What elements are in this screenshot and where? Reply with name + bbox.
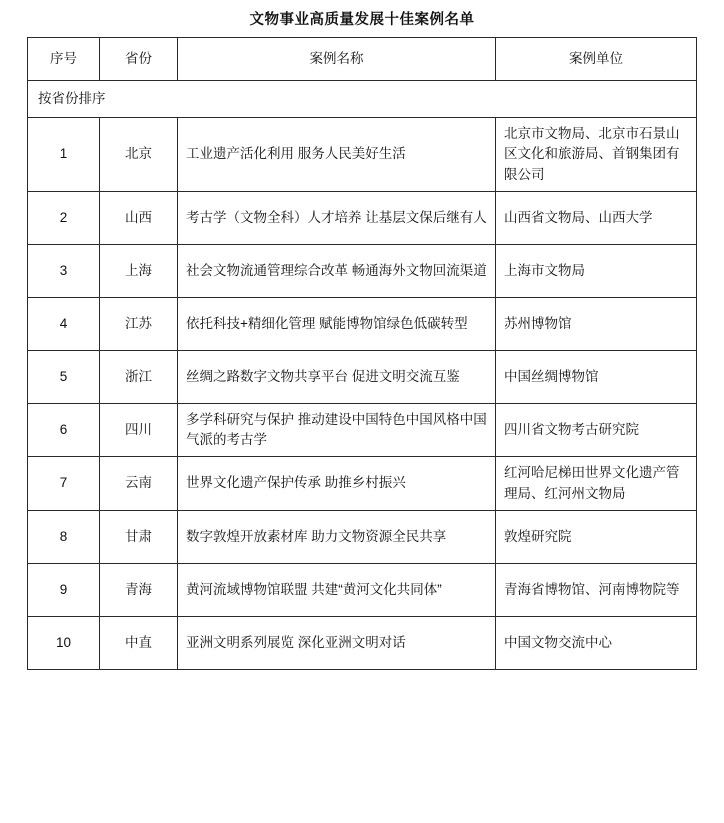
cell-case-unit: 青海省博物馆、河南博物院等	[496, 563, 697, 616]
cell-no: 2	[28, 191, 100, 244]
cell-case-name: 考古学（文物全科）人才培养 让基层文保后继有人	[178, 191, 496, 244]
cell-case-name: 社会文物流通管理综合改革 畅通海外文物回流渠道	[178, 244, 496, 297]
table-row	[28, 350, 697, 403]
cell-case-name: 多学科研究与保护 推动建设中国特色中国风格中国气派的考古学	[178, 403, 496, 457]
table-body	[28, 81, 697, 670]
cell-province: 江苏	[100, 297, 178, 350]
table-row	[28, 244, 697, 297]
cell-no: 5	[28, 350, 100, 403]
cell-province: 中直	[100, 616, 178, 669]
cell-province: 山西	[100, 191, 178, 244]
cell-no: 6	[28, 403, 100, 457]
cell-case-name: 亚洲文明系列展览 深化亚洲文明对话	[178, 616, 496, 669]
column-header-case-name: 案例名称	[178, 38, 496, 81]
cell-no: 8	[28, 510, 100, 563]
cell-province: 青海	[100, 563, 178, 616]
cell-province: 四川	[100, 403, 178, 457]
cell-no: 1	[28, 118, 100, 192]
cell-case-name: 数字敦煌开放素材库 助力文物资源全民共享	[178, 510, 496, 563]
table-row	[28, 616, 697, 669]
cell-no: 4	[28, 297, 100, 350]
column-header-province: 省份	[100, 38, 178, 81]
cell-province: 云南	[100, 457, 178, 511]
cell-no: 10	[28, 616, 100, 669]
cell-case-unit: 北京市文物局、北京市石景山区文化和旅游局、首钢集团有限公司	[496, 118, 697, 192]
table-row	[28, 118, 697, 192]
group-label: 按省份排序	[28, 81, 697, 118]
table-row	[28, 297, 697, 350]
cell-case-unit: 四川省文物考古研究院	[496, 403, 697, 457]
cell-case-name: 丝绸之路数字文物共享平台 促进文明交流互鉴	[178, 350, 496, 403]
cell-case-unit: 苏州博物馆	[496, 297, 697, 350]
table-row	[28, 510, 697, 563]
cell-case-name: 工业遗产活化利用 服务人民美好生活	[178, 118, 496, 192]
cell-case-unit: 上海市文物局	[496, 244, 697, 297]
cell-case-name: 依托科技+精细化管理 赋能博物馆绿色低碳转型	[178, 297, 496, 350]
table-row	[28, 191, 697, 244]
cell-case-unit: 红河哈尼梯田世界文化遗产管理局、红河州文物局	[496, 457, 697, 511]
cell-province: 甘肃	[100, 510, 178, 563]
table-header	[28, 38, 697, 81]
cell-no: 3	[28, 244, 100, 297]
cell-province: 北京	[100, 118, 178, 192]
cell-province: 上海	[100, 244, 178, 297]
cell-case-unit: 山西省文物局、山西大学	[496, 191, 697, 244]
cell-province: 浙江	[100, 350, 178, 403]
column-header-no: 序号	[28, 38, 100, 81]
page-title: 文物事业高质量发展十佳案例名单	[249, 12, 475, 28]
cell-no: 9	[28, 563, 100, 616]
cell-case-name: 世界文化遗产保护传承 助推乡村振兴	[178, 457, 496, 511]
table-row	[28, 563, 697, 616]
column-header-case-unit: 案例单位	[496, 38, 697, 81]
cell-case-unit: 中国丝绸博物馆	[496, 350, 697, 403]
table-group-row	[28, 81, 697, 118]
table-header-row	[28, 38, 697, 81]
cell-case-unit: 中国文物交流中心	[496, 616, 697, 669]
cell-case-unit: 敦煌研究院	[496, 510, 697, 563]
cases-table	[27, 37, 697, 670]
cell-no: 7	[28, 457, 100, 511]
table-row	[28, 457, 697, 511]
table-row	[28, 403, 697, 457]
cell-case-name: 黄河流域博物馆联盟 共建“黄河文化共同体”	[178, 563, 496, 616]
